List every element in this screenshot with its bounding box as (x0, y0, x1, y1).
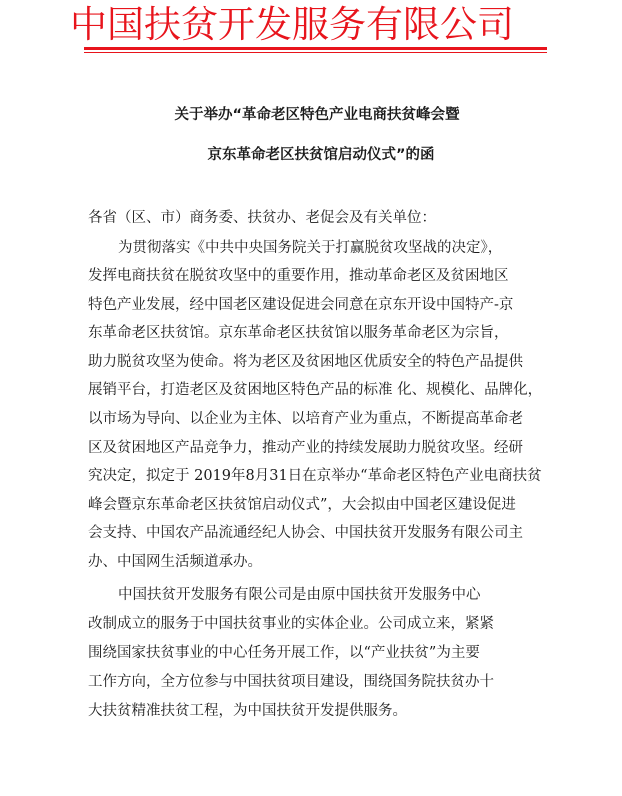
document-title-line-1: 关于举办“革命老区特色产业电商扶贫峰会暨 (174, 107, 460, 123)
paragraph-2-line: 改制成立的服务于中国扶贫事业的实体企业。公司成立来，紧紧 (88, 616, 494, 632)
paragraph-2-line: 工作方向，全方位参与中国扶贫项目建设，围绕国务院扶贫办十 (88, 674, 494, 690)
salutation: 各省（区、市）商务委、扶贫办、老促会及有关单位： (88, 210, 436, 226)
letterhead-rule-thin (84, 52, 547, 53)
paragraph-1-line: 办、中国网生活频道承办。 (88, 554, 262, 570)
paragraph-1-line: 为贯彻落实《中共中央国务院关于打赢脱贫攻坚战的决定》， (118, 240, 503, 256)
paragraph-2-line: 中国扶贫开发服务有限公司是由原中国扶贫开发服务中心 (118, 587, 481, 603)
paragraph-1-line: 会支持、中国农产品流通经纪人协会、中国扶贫开发服务有限公司主 (88, 525, 523, 541)
paragraph-1-line: 峰会暨京东革命老区扶贫馆启动仪式”，大会拟由中国老区建设促进 (88, 497, 516, 513)
letterhead (0, 0, 622, 62)
paragraph-2-line: 大扶贫精准扶贫工程，为中国扶贫开发提供服务。 (88, 703, 407, 719)
company-name: 中国扶贫开发服务有限公司 (70, 3, 514, 46)
document-title-line-2: 京东革命老区扶贫馆启动仪式”的函 (207, 147, 435, 163)
paragraph-1-line: 区及贫困地区产品竞争力，推动产业的持续发展助力脱贫攻坚。经研 (88, 440, 523, 456)
paragraph-1-line: 展销平台，打造老区及贫困地区特色产品的标准 化、规模化、品牌化， (88, 382, 543, 398)
paragraph-1-line: 以市场为导向、以企业为主体、以培育产业为重点，不断提高革命老 (88, 411, 523, 427)
paragraph-1-line: 助力脱贫攻坚为使命。将为老区及贫困地区优质安全的特色产品提供 (88, 354, 523, 370)
paragraph-1-line: 东革命老区扶贫馆。京东革命老区扶贫馆以服务革命老区为宗旨， (88, 325, 509, 341)
paragraph-1-line: 发挥电商扶贫在脱贫攻坚中的重要作用，推动革命老区及贫困地区 (88, 268, 509, 284)
letterhead-rule-thick (84, 47, 547, 50)
paragraph-1-line: 特色产业发展，经中国老区建设促进会同意在京东开设中国特产-京 (88, 297, 514, 313)
paragraph-1-line: 究决定，拟定于 2019年8月31日在京举办“革命老区特色产业电商扶贫 (88, 468, 542, 484)
paragraph-2-line: 围绕国家扶贫事业的中心任务开展工作，以“产业扶贫”为主要 (88, 645, 480, 661)
